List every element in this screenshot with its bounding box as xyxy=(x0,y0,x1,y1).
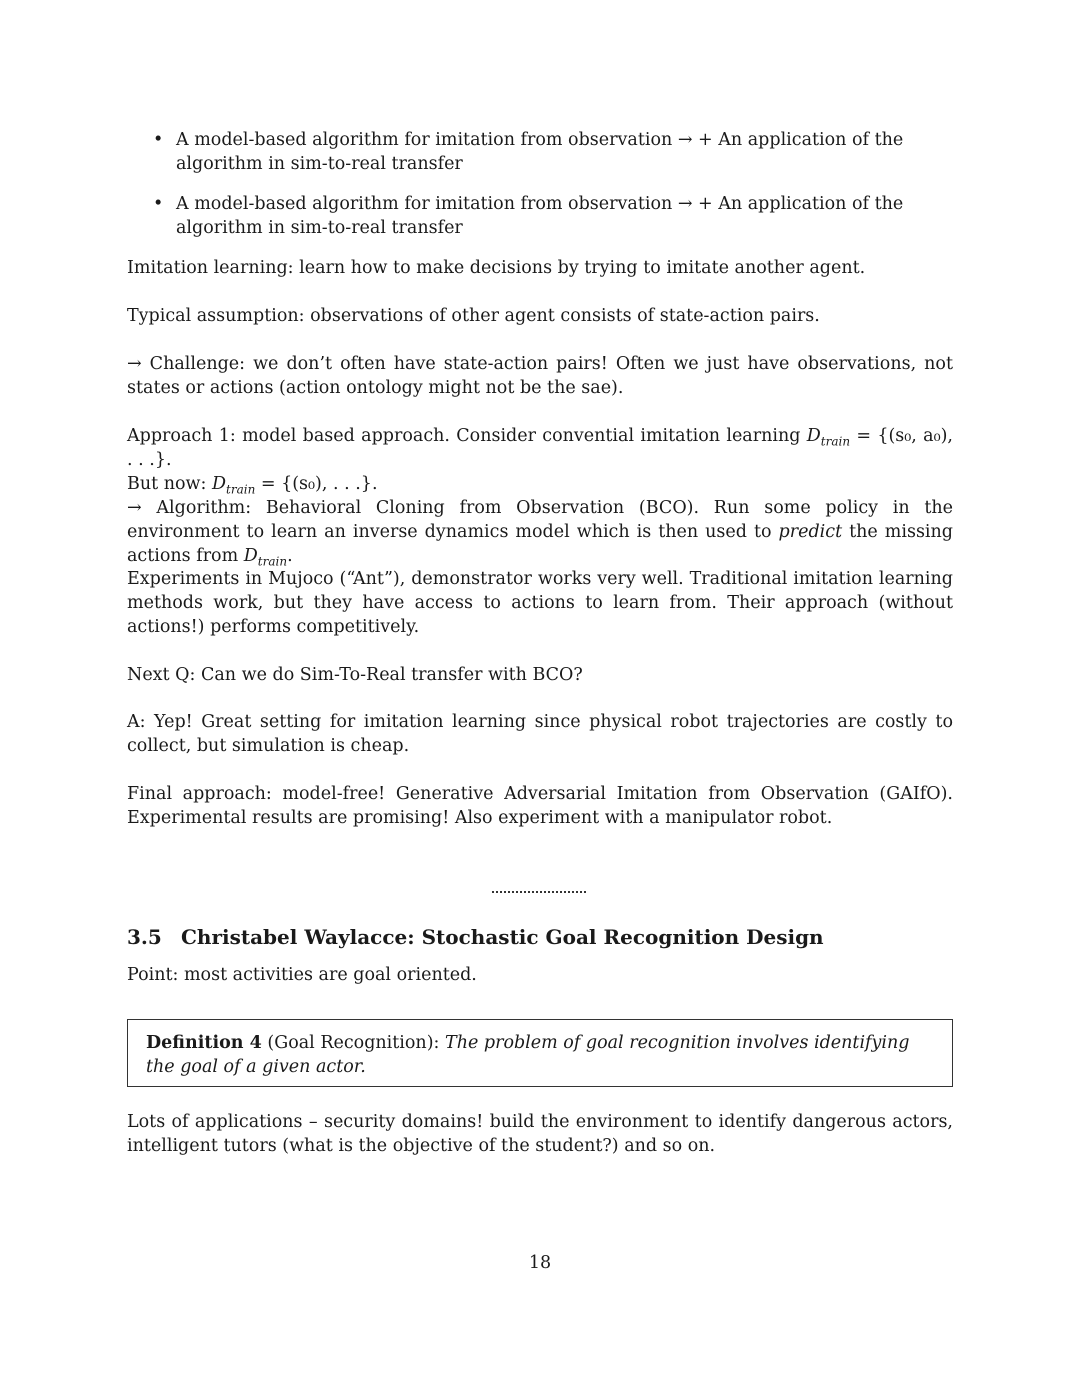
math-set: = {(s₀, a₀), . . .}. xyxy=(127,426,953,470)
definition-body: The problem of goal recognition involves identifying the goal of a given actor. xyxy=(146,1033,910,1077)
bullet-text: A model-based algorithm for imitation from observation → + An application of the algorithm in sim-to-real transfer xyxy=(176,194,904,238)
approach-text: But now: xyxy=(127,474,212,494)
page-number: 18 xyxy=(528,1253,552,1273)
math-set: = {(s₀), . . .}. xyxy=(255,474,378,494)
math-dtrain: D xyxy=(211,474,227,494)
bullet-item xyxy=(153,128,953,176)
definition-name: (Goal Recognition): xyxy=(267,1033,440,1053)
definition-label: Definition 4 xyxy=(146,1033,262,1053)
paragraph-typical-assumption: Typical assumption: observations of other agent consists of state-action pairs. xyxy=(127,306,820,326)
bullet-dot-icon: • xyxy=(153,194,164,214)
math-dtrain: D xyxy=(806,426,821,446)
paragraph-experiments: Experiments in Mujoco (“Ant”), demonstrator works very well. Traditional imitation learning methods work, but they have access to actions to learn from. Their approach (without actions!) performs competitively. xyxy=(127,569,953,637)
algorithm-text: the missing actions from xyxy=(127,522,953,566)
definition-box xyxy=(127,1019,953,1087)
section-title: Christabel Waylacce: Stochastic Goal Recognition Design xyxy=(181,925,824,949)
section-heading xyxy=(127,924,824,950)
period: . xyxy=(287,546,293,566)
paragraph-point: Point: most activities are goal oriented. xyxy=(127,965,477,985)
bullet-dot-icon: • xyxy=(153,130,164,150)
math-subscript: train xyxy=(226,482,256,497)
paragraph-challenge: → Challenge: we don’t often have state-action pairs! Often we just have observations, not states or actions (action ontology might not be the sae). xyxy=(127,354,953,398)
emphasis-predict: predict xyxy=(778,522,843,542)
paragraph-algorithm-bco xyxy=(127,496,953,568)
paragraph-approach-1 xyxy=(127,424,953,496)
paragraph-final-approach: Final approach: model-free! Generative Adversarial Imitation from Observation (GAIfO). Experimental results are promising! Also experiment with a manipulator robot. xyxy=(127,784,953,828)
bullet-text: A model-based algorithm for imitation from observation → + An application of the algorithm in sim-to-real transfer xyxy=(176,130,904,174)
math-subscript: train xyxy=(820,434,851,449)
math-subscript: train xyxy=(257,554,288,569)
section-number: 3.5 xyxy=(127,925,162,949)
paragraph-answer: A: Yep! Great setting for imitation learning since physical robot trajectories are costly to collect, but simulation is cheap. xyxy=(127,712,953,756)
paragraph-applications: Lots of applications – security domains! build the environment to identify dangerous actors, intelligent tutors (what is the objective of the student?) and so on. xyxy=(127,1112,953,1156)
bullet-item xyxy=(153,192,953,240)
approach-text: Approach 1: model based approach. Consider convential imitation learning xyxy=(127,426,807,446)
paragraph-imitation-learning: Imitation learning: learn how to make decisions by trying to imitate another agent. xyxy=(127,258,866,278)
section-separator xyxy=(492,888,586,893)
math-dtrain: D xyxy=(243,546,258,566)
paragraph-next-q: Next Q: Can we do Sim-To-Real transfer with BCO? xyxy=(127,665,583,685)
algorithm-text: → Algorithm: Behavioral Cloning from Observation (BCO). Run some policy in the environment to learn an inverse dynamics model which is then used to xyxy=(127,498,953,542)
